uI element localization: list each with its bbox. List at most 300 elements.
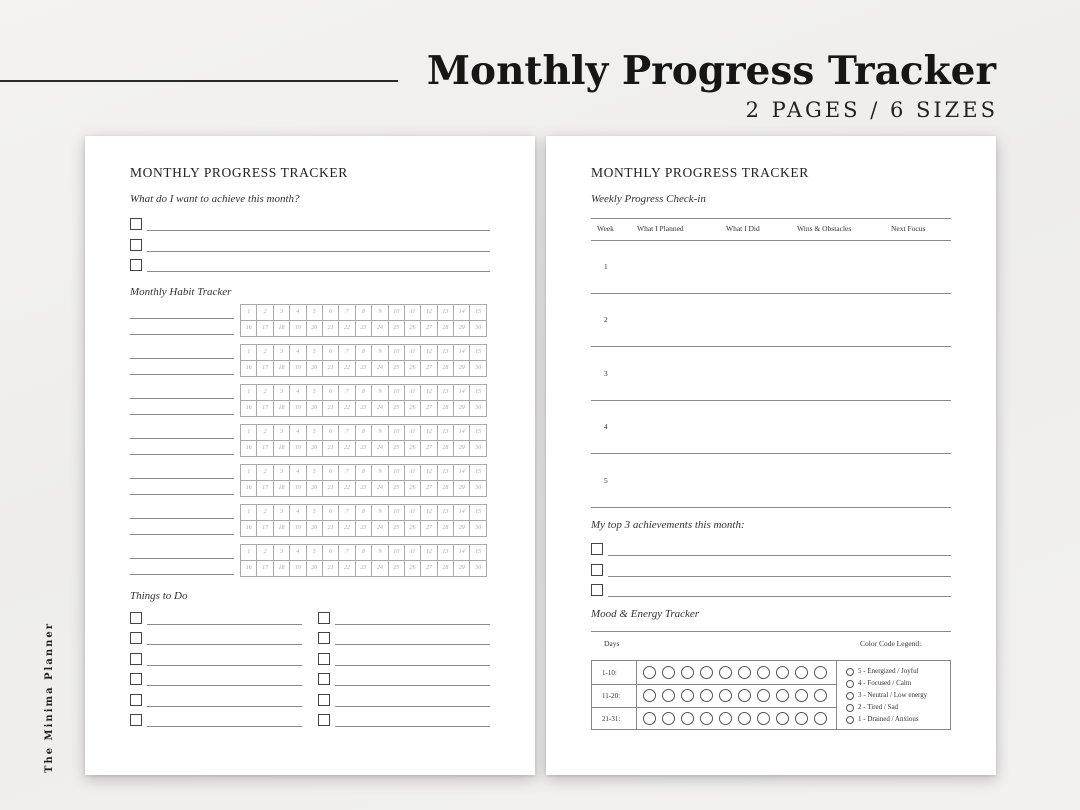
habit-day-cell[interactable]: 7 bbox=[339, 465, 355, 481]
habit-day-cell[interactable]: 14 bbox=[454, 425, 470, 441]
achievement-checkbox[interactable] bbox=[591, 543, 603, 555]
habit-day-cell[interactable]: 22 bbox=[339, 441, 355, 457]
habit-day-cell[interactable]: 24 bbox=[372, 441, 388, 457]
habit-day-cell[interactable]: 9 bbox=[372, 505, 388, 521]
habit-day-cell[interactable]: 4 bbox=[290, 345, 306, 361]
habit-day-cell[interactable]: 24 bbox=[372, 401, 388, 417]
habit-day-cell[interactable]: 18 bbox=[274, 361, 290, 377]
todo-checkbox[interactable] bbox=[130, 673, 142, 685]
habit-day-cell[interactable]: 3 bbox=[274, 505, 290, 521]
habit-day-cell[interactable]: 7 bbox=[339, 305, 355, 321]
mood-day-circle[interactable] bbox=[700, 689, 713, 702]
habit-day-cell[interactable]: 2 bbox=[257, 345, 273, 361]
habit-day-cell[interactable]: 15 bbox=[470, 345, 486, 361]
habit-day-cell[interactable]: 12 bbox=[421, 505, 437, 521]
mood-day-circle[interactable] bbox=[795, 712, 808, 725]
habit-day-cell[interactable]: 20 bbox=[307, 401, 323, 417]
habit-day-cell[interactable]: 4 bbox=[290, 465, 306, 481]
habit-day-cell[interactable]: 18 bbox=[274, 521, 290, 537]
habit-day-cell[interactable]: 23 bbox=[356, 401, 372, 417]
habit-name-line[interactable] bbox=[130, 494, 234, 495]
mood-day-circle[interactable] bbox=[757, 712, 770, 725]
habit-day-cell[interactable]: 19 bbox=[290, 561, 306, 577]
habit-day-cell[interactable]: 17 bbox=[257, 441, 273, 457]
habit-day-cell[interactable]: 1 bbox=[241, 345, 257, 361]
todo-checkbox[interactable] bbox=[130, 694, 142, 706]
week-number: 5 bbox=[604, 475, 608, 485]
todo-line[interactable] bbox=[147, 685, 302, 686]
habit-day-cell[interactable]: 22 bbox=[339, 401, 355, 417]
habit-day-cell[interactable]: 3 bbox=[274, 465, 290, 481]
habit-day-cell[interactable]: 16 bbox=[241, 321, 257, 337]
habit-day-cell[interactable]: 14 bbox=[454, 305, 470, 321]
habit-day-cell[interactable]: 26 bbox=[405, 361, 421, 377]
habit-day-cell[interactable]: 16 bbox=[241, 361, 257, 377]
habit-day-cell[interactable]: 3 bbox=[274, 545, 290, 561]
habit-day-cell[interactable]: 25 bbox=[389, 401, 405, 417]
habit-day-cell[interactable]: 28 bbox=[438, 481, 454, 497]
habit-name-line[interactable] bbox=[130, 374, 234, 375]
habit-day-cell[interactable]: 9 bbox=[372, 385, 388, 401]
habit-name-line[interactable] bbox=[130, 318, 234, 319]
habit-day-cell[interactable]: 22 bbox=[339, 561, 355, 577]
mood-day-circle[interactable] bbox=[681, 666, 694, 679]
habit-day-cell[interactable]: 22 bbox=[339, 361, 355, 377]
habit-day-cell[interactable]: 14 bbox=[454, 385, 470, 401]
checkin-heading: Weekly Progress Check-in bbox=[591, 193, 706, 205]
mood-day-circle[interactable] bbox=[643, 666, 656, 679]
habit-day-cell[interactable]: 10 bbox=[389, 305, 405, 321]
habit-day-cell[interactable]: 25 bbox=[389, 361, 405, 377]
achievement-checkbox[interactable] bbox=[591, 564, 603, 576]
todo-line[interactable] bbox=[335, 685, 490, 686]
habit-day-cell[interactable]: 29 bbox=[454, 561, 470, 577]
habit-day-cell[interactable]: 20 bbox=[307, 361, 323, 377]
habit-day-cell[interactable]: 27 bbox=[421, 561, 437, 577]
habit-day-cell[interactable]: 17 bbox=[257, 321, 273, 337]
habit-day-cell[interactable]: 3 bbox=[274, 425, 290, 441]
mood-day-circle[interactable] bbox=[719, 712, 732, 725]
todo-checkbox[interactable] bbox=[130, 612, 142, 624]
habit-day-cell[interactable]: 11 bbox=[405, 545, 421, 561]
todo-checkbox[interactable] bbox=[130, 632, 142, 644]
todo-line[interactable] bbox=[335, 706, 490, 707]
habit-heading: Monthly Habit Tracker bbox=[130, 286, 232, 298]
habit-day-cell[interactable]: 4 bbox=[290, 505, 306, 521]
todo-checkbox[interactable] bbox=[318, 632, 330, 644]
habit-day-cell[interactable]: 22 bbox=[339, 521, 355, 537]
habit-day-cell[interactable]: 6 bbox=[323, 305, 339, 321]
habit-day-cell[interactable]: 17 bbox=[257, 561, 273, 577]
habit-day-cell[interactable]: 8 bbox=[356, 545, 372, 561]
habit-day-cell[interactable]: 17 bbox=[257, 401, 273, 417]
habit-day-cell[interactable]: 8 bbox=[356, 425, 372, 441]
habit-day-cell[interactable]: 11 bbox=[405, 425, 421, 441]
habit-name-line[interactable] bbox=[130, 518, 234, 519]
habit-day-cell[interactable]: 30 bbox=[470, 441, 486, 457]
habit-day-cell[interactable]: 13 bbox=[438, 425, 454, 441]
habit-day-cell[interactable]: 19 bbox=[290, 321, 306, 337]
habit-day-cell[interactable]: 22 bbox=[339, 321, 355, 337]
habit-day-cell[interactable]: 9 bbox=[372, 425, 388, 441]
habit-day-cell[interactable]: 21 bbox=[323, 561, 339, 577]
mood-day-circle[interactable] bbox=[700, 712, 713, 725]
habit-day-cell[interactable]: 15 bbox=[470, 545, 486, 561]
habit-name-line[interactable] bbox=[130, 454, 234, 455]
brand-name: The Minima Planner bbox=[44, 621, 55, 773]
habit-name-line[interactable] bbox=[130, 574, 234, 575]
habit-name-line[interactable] bbox=[130, 358, 234, 359]
habit-day-cell[interactable]: 20 bbox=[307, 561, 323, 577]
habit-day-cell[interactable]: 19 bbox=[290, 401, 306, 417]
habit-day-cell[interactable]: 6 bbox=[323, 345, 339, 361]
mood-day-circle[interactable] bbox=[643, 712, 656, 725]
habit-day-cell[interactable]: 29 bbox=[454, 441, 470, 457]
habit-name-line[interactable] bbox=[130, 558, 234, 559]
todo-checkbox[interactable] bbox=[130, 714, 142, 726]
habit-day-cell[interactable]: 19 bbox=[290, 361, 306, 377]
habit-day-cell[interactable]: 28 bbox=[438, 401, 454, 417]
mood-day-circle[interactable] bbox=[719, 666, 732, 679]
todo-checkbox[interactable] bbox=[318, 673, 330, 685]
habit-day-cell[interactable]: 7 bbox=[339, 345, 355, 361]
habit-day-cell[interactable]: 2 bbox=[257, 545, 273, 561]
habit-day-cell[interactable]: 26 bbox=[405, 561, 421, 577]
habit-name-line[interactable] bbox=[130, 398, 234, 399]
mood-day-circle[interactable] bbox=[814, 666, 827, 679]
mood-day-circle[interactable] bbox=[776, 666, 789, 679]
habit-day-cell[interactable]: 5 bbox=[307, 545, 323, 561]
habit-day-cell[interactable]: 6 bbox=[323, 505, 339, 521]
habit-day-cell[interactable]: 2 bbox=[257, 305, 273, 321]
achievement-line[interactable] bbox=[608, 576, 951, 577]
habit-day-cell[interactable]: 30 bbox=[470, 561, 486, 577]
habit-day-cell[interactable]: 30 bbox=[470, 401, 486, 417]
habit-day-cell[interactable]: 1 bbox=[241, 465, 257, 481]
habit-day-cell[interactable]: 28 bbox=[438, 521, 454, 537]
habit-day-cell[interactable]: 14 bbox=[454, 545, 470, 561]
todo-line[interactable] bbox=[335, 665, 490, 666]
habit-day-cell[interactable]: 1 bbox=[241, 425, 257, 441]
habit-day-cell[interactable]: 29 bbox=[454, 321, 470, 337]
habit-day-cell[interactable]: 26 bbox=[405, 441, 421, 457]
mood-day-circle[interactable] bbox=[757, 666, 770, 679]
habit-day-cell[interactable]: 30 bbox=[470, 321, 486, 337]
habit-day-cell[interactable]: 13 bbox=[438, 465, 454, 481]
habit-day-cell[interactable]: 23 bbox=[356, 521, 372, 537]
habit-name-line[interactable] bbox=[130, 438, 234, 439]
goal-checkbox[interactable] bbox=[130, 259, 142, 271]
goal-checkbox[interactable] bbox=[130, 239, 142, 251]
goal-checkbox[interactable] bbox=[130, 218, 142, 230]
habit-day-cell[interactable]: 20 bbox=[307, 521, 323, 537]
habit-day-cell[interactable]: 12 bbox=[421, 425, 437, 441]
todo-line[interactable] bbox=[335, 726, 490, 727]
habit-day-cell[interactable]: 4 bbox=[290, 305, 306, 321]
habit-day-cell[interactable]: 5 bbox=[307, 505, 323, 521]
habit-day-cell[interactable]: 18 bbox=[274, 481, 290, 497]
mood-day-circle[interactable] bbox=[776, 689, 789, 702]
habit-day-cell[interactable]: 16 bbox=[241, 561, 257, 577]
goal-line[interactable] bbox=[147, 251, 490, 252]
habit-day-cell[interactable]: 4 bbox=[290, 425, 306, 441]
habit-day-cell[interactable]: 10 bbox=[389, 385, 405, 401]
habit-day-cell[interactable]: 5 bbox=[307, 465, 323, 481]
habit-day-cell[interactable]: 16 bbox=[241, 401, 257, 417]
habit-day-cell[interactable]: 5 bbox=[307, 305, 323, 321]
habit-day-cell[interactable]: 26 bbox=[405, 481, 421, 497]
habit-day-cell[interactable]: 15 bbox=[470, 465, 486, 481]
mood-day-circle[interactable] bbox=[662, 666, 675, 679]
todo-line[interactable] bbox=[147, 706, 302, 707]
habit-day-cell[interactable]: 21 bbox=[323, 401, 339, 417]
mood-day-circle[interactable] bbox=[738, 666, 751, 679]
habit-day-cell[interactable]: 27 bbox=[421, 321, 437, 337]
habit-day-cell[interactable]: 29 bbox=[454, 481, 470, 497]
habit-day-cell[interactable]: 30 bbox=[470, 481, 486, 497]
habit-day-cell[interactable]: 16 bbox=[241, 481, 257, 497]
habit-day-cell[interactable]: 15 bbox=[470, 425, 486, 441]
habit-day-cell[interactable]: 23 bbox=[356, 361, 372, 377]
mood-day-circle[interactable] bbox=[643, 689, 656, 702]
habit-day-cell[interactable]: 17 bbox=[257, 361, 273, 377]
habit-day-cell[interactable]: 25 bbox=[389, 561, 405, 577]
habit-name-line[interactable] bbox=[130, 334, 234, 335]
habit-day-cell[interactable]: 20 bbox=[307, 441, 323, 457]
habit-day-cell[interactable]: 6 bbox=[323, 385, 339, 401]
habit-day-cell[interactable]: 28 bbox=[438, 561, 454, 577]
habit-day-cell[interactable]: 27 bbox=[421, 441, 437, 457]
habit-day-cell[interactable]: 30 bbox=[470, 521, 486, 537]
habit-day-cell[interactable]: 15 bbox=[470, 385, 486, 401]
habit-day-cell[interactable]: 12 bbox=[421, 385, 437, 401]
habit-day-cell[interactable]: 3 bbox=[274, 305, 290, 321]
habit-day-cell[interactable]: 13 bbox=[438, 385, 454, 401]
habit-day-cell[interactable]: 17 bbox=[257, 481, 273, 497]
habit-day-cell[interactable]: 2 bbox=[257, 385, 273, 401]
habit-day-cell[interactable]: 10 bbox=[389, 505, 405, 521]
habit-day-cell[interactable]: 25 bbox=[389, 521, 405, 537]
habit-day-cell[interactable]: 30 bbox=[470, 361, 486, 377]
habit-day-cell[interactable]: 22 bbox=[339, 481, 355, 497]
mood-day-circle[interactable] bbox=[700, 666, 713, 679]
habit-day-cell[interactable]: 28 bbox=[438, 321, 454, 337]
habit-day-cell[interactable]: 4 bbox=[290, 545, 306, 561]
habit-grid bbox=[240, 384, 487, 417]
todo-line[interactable] bbox=[147, 624, 302, 625]
habit-day-cell[interactable]: 12 bbox=[421, 465, 437, 481]
habit-day-cell[interactable]: 7 bbox=[339, 425, 355, 441]
habit-day-cell[interactable]: 11 bbox=[405, 385, 421, 401]
mood-day-circle[interactable] bbox=[681, 712, 694, 725]
habit-day-cell[interactable]: 11 bbox=[405, 465, 421, 481]
habit-day-cell[interactable]: 24 bbox=[372, 321, 388, 337]
habit-day-cell[interactable]: 3 bbox=[274, 345, 290, 361]
product-subtitle: 2 PAGES / 6 SIZES bbox=[745, 98, 998, 122]
habit-name-line[interactable] bbox=[130, 478, 234, 479]
habit-day-cell[interactable]: 14 bbox=[454, 345, 470, 361]
habit-day-cell[interactable]: 8 bbox=[356, 345, 372, 361]
habit-day-cell[interactable]: 15 bbox=[470, 305, 486, 321]
habit-day-cell[interactable]: 11 bbox=[405, 505, 421, 521]
habit-day-cell[interactable]: 15 bbox=[470, 505, 486, 521]
todo-checkbox[interactable] bbox=[318, 653, 330, 665]
habit-day-cell[interactable]: 20 bbox=[307, 481, 323, 497]
habit-day-cell[interactable]: 10 bbox=[389, 545, 405, 561]
habit-day-cell[interactable]: 16 bbox=[241, 521, 257, 537]
mood-day-circle[interactable] bbox=[738, 712, 751, 725]
habit-day-cell[interactable]: 19 bbox=[290, 441, 306, 457]
goal-line[interactable] bbox=[147, 271, 490, 272]
habit-day-cell[interactable]: 20 bbox=[307, 321, 323, 337]
habit-day-cell[interactable]: 13 bbox=[438, 305, 454, 321]
habit-day-cell[interactable]: 4 bbox=[290, 385, 306, 401]
habit-day-cell[interactable]: 18 bbox=[274, 321, 290, 337]
achievement-line[interactable] bbox=[608, 596, 951, 597]
habit-day-cell[interactable]: 21 bbox=[323, 441, 339, 457]
habit-day-cell[interactable]: 17 bbox=[257, 521, 273, 537]
habit-day-cell[interactable]: 21 bbox=[323, 321, 339, 337]
habit-day-cell[interactable]: 5 bbox=[307, 345, 323, 361]
habit-day-cell[interactable]: 21 bbox=[323, 361, 339, 377]
mood-day-circle[interactable] bbox=[681, 689, 694, 702]
habit-day-cell[interactable]: 14 bbox=[454, 505, 470, 521]
todo-checkbox[interactable] bbox=[318, 612, 330, 624]
mood-day-circle[interactable] bbox=[795, 666, 808, 679]
habit-day-cell[interactable]: 13 bbox=[438, 345, 454, 361]
habit-day-cell[interactable]: 24 bbox=[372, 521, 388, 537]
habit-day-cell[interactable]: 18 bbox=[274, 441, 290, 457]
todo-line[interactable] bbox=[335, 624, 490, 625]
habit-day-cell[interactable]: 2 bbox=[257, 505, 273, 521]
habit-day-cell[interactable]: 6 bbox=[323, 425, 339, 441]
habit-day-cell[interactable]: 5 bbox=[307, 425, 323, 441]
habit-day-cell[interactable]: 5 bbox=[307, 385, 323, 401]
todo-checkbox[interactable] bbox=[318, 694, 330, 706]
achievement-checkbox[interactable] bbox=[591, 584, 603, 596]
habit-day-cell[interactable]: 9 bbox=[372, 305, 388, 321]
todo-line[interactable] bbox=[147, 644, 302, 645]
todo-checkbox[interactable] bbox=[130, 653, 142, 665]
todo-line[interactable] bbox=[335, 644, 490, 645]
habit-day-cell[interactable]: 24 bbox=[372, 481, 388, 497]
habit-day-cell[interactable]: 26 bbox=[405, 401, 421, 417]
mood-day-circle[interactable] bbox=[719, 689, 732, 702]
habit-day-cell[interactable]: 27 bbox=[421, 401, 437, 417]
habit-day-cell[interactable]: 25 bbox=[389, 481, 405, 497]
habit-day-cell[interactable]: 21 bbox=[323, 521, 339, 537]
habit-day-cell[interactable]: 7 bbox=[339, 545, 355, 561]
habit-day-cell[interactable]: 28 bbox=[438, 441, 454, 457]
habit-day-cell[interactable]: 27 bbox=[421, 521, 437, 537]
habit-day-cell[interactable]: 19 bbox=[290, 521, 306, 537]
habit-day-cell[interactable]: 25 bbox=[389, 321, 405, 337]
habit-day-cell[interactable]: 18 bbox=[274, 401, 290, 417]
mood-days-label: Days bbox=[604, 639, 620, 648]
todo-line[interactable] bbox=[147, 665, 302, 666]
legend-circle bbox=[846, 668, 854, 676]
habit-day-cell[interactable]: 9 bbox=[372, 465, 388, 481]
habit-day-cell[interactable]: 12 bbox=[421, 305, 437, 321]
habit-day-cell[interactable]: 2 bbox=[257, 425, 273, 441]
achievement-line[interactable] bbox=[608, 555, 951, 556]
mood-day-circle[interactable] bbox=[757, 689, 770, 702]
mood-day-circle[interactable] bbox=[814, 689, 827, 702]
habit-day-cell[interactable]: 26 bbox=[405, 521, 421, 537]
goal-line[interactable] bbox=[147, 230, 490, 231]
habit-day-cell[interactable]: 1 bbox=[241, 305, 257, 321]
habit-day-cell[interactable]: 29 bbox=[454, 401, 470, 417]
habit-day-cell[interactable]: 28 bbox=[438, 361, 454, 377]
mood-day-circle[interactable] bbox=[814, 712, 827, 725]
habit-day-cell[interactable]: 12 bbox=[421, 545, 437, 561]
habit-day-cell[interactable]: 13 bbox=[438, 505, 454, 521]
habit-day-cell[interactable]: 29 bbox=[454, 521, 470, 537]
habit-day-cell[interactable]: 23 bbox=[356, 441, 372, 457]
habit-day-cell[interactable]: 9 bbox=[372, 545, 388, 561]
habit-day-cell[interactable]: 8 bbox=[356, 505, 372, 521]
habit-day-cell[interactable]: 12 bbox=[421, 345, 437, 361]
habit-day-cell[interactable]: 27 bbox=[421, 481, 437, 497]
habit-day-cell[interactable]: 18 bbox=[274, 561, 290, 577]
habit-day-cell[interactable]: 26 bbox=[405, 321, 421, 337]
habit-day-cell[interactable]: 8 bbox=[356, 385, 372, 401]
habit-day-cell[interactable]: 29 bbox=[454, 361, 470, 377]
mood-day-circle[interactable] bbox=[662, 689, 675, 702]
habit-name-line[interactable] bbox=[130, 414, 234, 415]
habit-day-cell[interactable]: 6 bbox=[323, 465, 339, 481]
habit-name-line[interactable] bbox=[130, 534, 234, 535]
habit-day-cell[interactable]: 10 bbox=[389, 425, 405, 441]
habit-day-cell[interactable]: 7 bbox=[339, 505, 355, 521]
habit-day-cell[interactable]: 10 bbox=[389, 465, 405, 481]
habit-day-cell[interactable]: 23 bbox=[356, 481, 372, 497]
mood-day-circle[interactable] bbox=[662, 712, 675, 725]
habit-day-cell[interactable]: 6 bbox=[323, 545, 339, 561]
habit-day-cell[interactable]: 1 bbox=[241, 385, 257, 401]
habit-day-cell[interactable]: 21 bbox=[323, 481, 339, 497]
habit-day-cell[interactable]: 11 bbox=[405, 345, 421, 361]
habit-day-cell[interactable]: 10 bbox=[389, 345, 405, 361]
habit-day-cell[interactable]: 23 bbox=[356, 321, 372, 337]
habit-day-cell[interactable]: 1 bbox=[241, 545, 257, 561]
habit-day-cell[interactable]: 11 bbox=[405, 305, 421, 321]
mood-day-circle[interactable] bbox=[738, 689, 751, 702]
legend-circle bbox=[846, 716, 854, 724]
todo-checkbox[interactable] bbox=[318, 714, 330, 726]
habit-day-cell[interactable]: 3 bbox=[274, 385, 290, 401]
habit-day-cell[interactable]: 8 bbox=[356, 465, 372, 481]
page-two bbox=[546, 136, 996, 775]
habit-day-cell[interactable]: 19 bbox=[290, 481, 306, 497]
habit-day-cell[interactable]: 14 bbox=[454, 465, 470, 481]
habit-day-cell[interactable]: 13 bbox=[438, 545, 454, 561]
habit-day-cell[interactable]: 1 bbox=[241, 505, 257, 521]
habit-day-cell[interactable]: 23 bbox=[356, 561, 372, 577]
habit-day-cell[interactable]: 2 bbox=[257, 465, 273, 481]
habit-day-cell[interactable]: 27 bbox=[421, 361, 437, 377]
mood-day-circle[interactable] bbox=[795, 689, 808, 702]
habit-day-cell[interactable]: 24 bbox=[372, 361, 388, 377]
habit-day-cell[interactable]: 9 bbox=[372, 345, 388, 361]
habit-day-cell[interactable]: 16 bbox=[241, 441, 257, 457]
habit-day-cell[interactable]: 24 bbox=[372, 561, 388, 577]
habit-day-cell[interactable]: 25 bbox=[389, 441, 405, 457]
habit-day-cell[interactable]: 8 bbox=[356, 305, 372, 321]
todo-line[interactable] bbox=[147, 726, 302, 727]
habit-day-cell[interactable]: 7 bbox=[339, 385, 355, 401]
mood-day-circle[interactable] bbox=[776, 712, 789, 725]
